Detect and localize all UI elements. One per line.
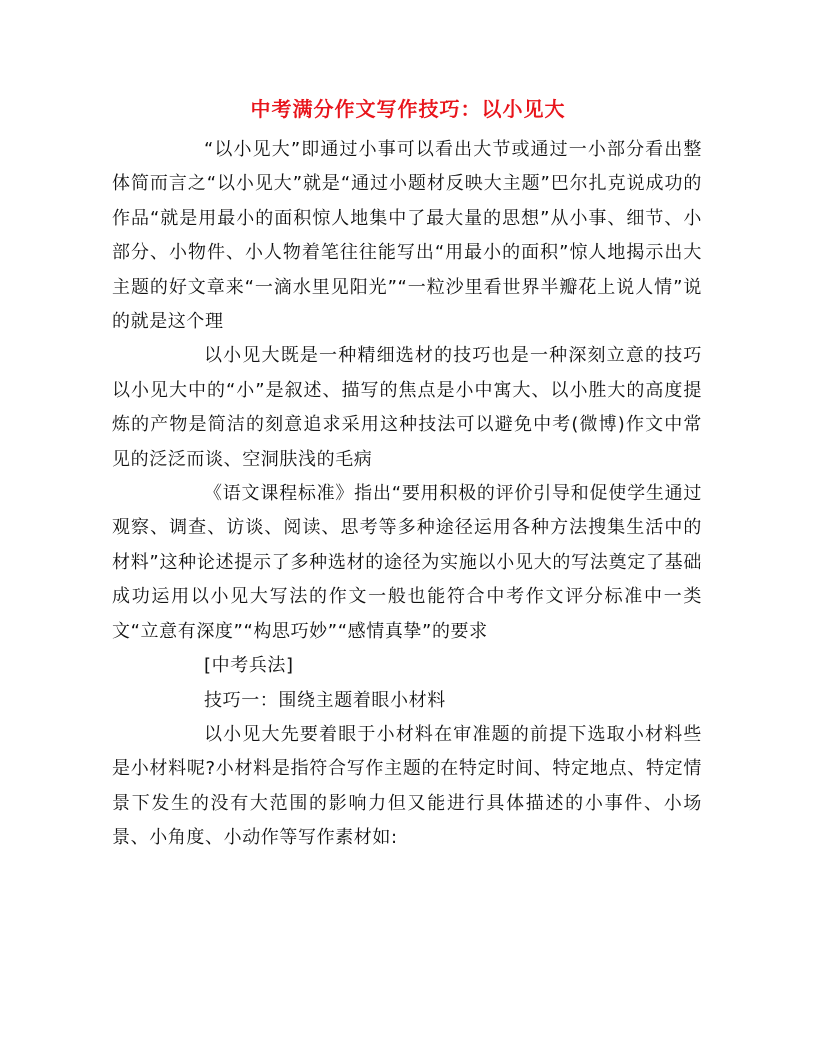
document-body (112, 133, 702, 856)
paragraph-intro: “以小见大”即通过小事可以看出大节或通过一小部分看出整体简而言之“以小见大”就是“通过小题材反映大主题”巴尔扎克说成功的作品“就是用最小的面积惊人地集中了最大量的思想”从小事、细节、小部分、小物件、小人物着笔往往能写出“用最小的面积”惊人地揭示出大主题的好文章来“一滴水里见阳光”“一粒沙里看世界半瓣花上说人情”说的就是这个理 (112, 139, 702, 333)
paragraph-technique-nature: 以小见大既是一种精细选材的技巧也是一种深刻立意的技巧以小见大中的“小”是叙述、描写的焦点是小中寓大、以小胜大的高度提炼的产物是简洁的刻意追求采用这种技法可以避免中考(微博)作文中常见的泛泛而谈、空洞肤浅的毛病 (112, 345, 702, 470)
paragraph-curriculum-standard: 《语文课程标准》指出“要用积极的评价引导和促使学生通过观察、调查、访谈、阅读、思考等多种途径运用各种方法搜集生活中的材料”这种论述提示了多种选材的途径为实施以小见大的写法奠定了基础成功运用以小见大写法的作文一般也能符合中考作文评分标准中一类文“立意有深度”“构思巧妙”“感情真挚”的要求 (112, 483, 702, 642)
section-heading: [中考兵法] (204, 655, 294, 677)
technique-heading: 技巧一：围绕主题着眼小材料 (204, 689, 446, 711)
paragraph-small-material: 以小见大先要着眼于小材料在审准题的前提下选取小材料些是小材料呢?小材料是指符合写作主题的在特定时间、特定地点、特定情景下发生的没有大范围的影响力但又能进行具体描述的小事件、小场景、小角度、小动作等写作素材如: (112, 723, 702, 849)
document-title: 中考满分作文写作技巧：以小见大 (250, 97, 566, 121)
